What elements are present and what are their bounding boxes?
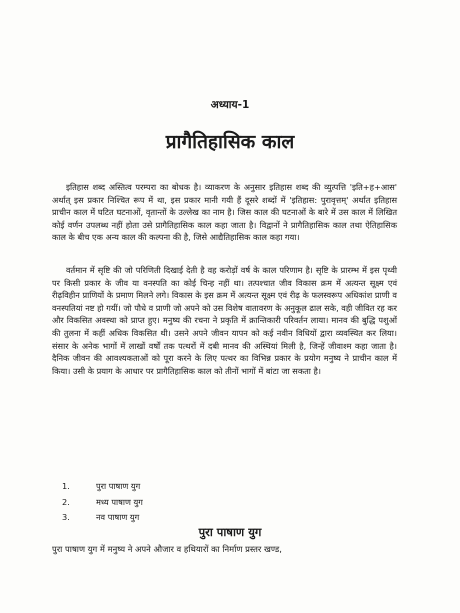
period-item-1	[62, 479, 143, 495]
chapter-label: अध्याय-1	[210, 99, 250, 111]
period-list	[62, 479, 143, 526]
section-paragraph: पुरा पाषाण युग में मनुष्य ने अपने औजार व हथियारों का निर्माण प्रस्तर खण्ड,	[52, 544, 282, 554]
period-number: 2.	[62, 496, 70, 507]
period-item-2	[62, 495, 143, 511]
paragraph-1: इतिहास शब्द अस्तित्व परम्परा का बोधक है। व्याकरण के अनुसार इतिहास शब्द की व्युत्पत्ति 'इति+ह+आस' अर्थात् इस प्रकार निश्चित रूप में था, इस प्रकार मानी गयी हैं दूसरे शब्दों में 'इतिहास: पुरावृत्तम्' अर्थात इतिहास प्राचीन काल में घटित घटनाओं, वृतान्तों के उल्लेख का नाम है। जिस काल की घटनाओं के बारे में उस काल में लिखित कोई वर्णन उपलब्ध नहीं होता उसे प्रागैतिहासिक काल कहा जाता है। विद्वानों ने प्रागैतिहासिक काल तथा ऐतिहासिक काल के बीच एक अन्य काल की कल्पना की है, जिसे आद्यैतिहासिक काल कहा गया।	[52, 182, 397, 243]
period-label: मध्य पाषाण युग	[96, 496, 143, 507]
paragraph-2: वर्तमान में सृष्टि की जो परिणिती दिखाई देती है वह करोड़ों वर्ष के काल परिणाम है। सृष्टि के प्रारम्भ में इस पृथ्वी पर किसी प्रकार के जीव या वनस्पति का कोई चिन्ह नहीं था। तत्पश्चात जीव विकास क्रम में अत्यन्त सूक्ष्म एवं रीढ़विहीन प्राणियों के प्रमाण मिलने लगे। विकास के इस क्रम में अत्यन्त सूक्ष्म एवं रीढ़ के फलस्वरूप अधिकांश प्राणी व वनस्पतियां नष्ट हो गयीं। जो पौधे व प्राणी जो अपने को उस विशेष वातावरण के अनुकूल ढाल सके, वही जीवित रह कर और विकसित अवस्था को प्राप्त हुए। मनुष्य की रचना ने प्रकृति में क्रान्तिकारी परिवर्तन लाया। मानव की बुद्धि पशुओं की तुलना में कहीं अधिक विकसित थी। उसने अपने जीवन यापन को कई नवीन विधियों द्वारा व्यवस्थित कर लिया। संसार के अनेक भागों में लाखों वर्षों तक पत्थरों में दबी मानव की अस्थियां मिली है, जिन्हें जीवाश्म कहा जाता है। दैनिक जीवन की आवश्यकताओं को पूरा करने के लिए पत्थर का विभिन्न प्रकार के प्रयोग मनुष्य ने प्राचीन काल में किया। उसी के प्रयाग के आधार पर प्रागैतिहासिक काल को तीनों भागों में बांटा जा सकता है।	[52, 265, 397, 376]
period-item-3	[62, 510, 143, 526]
period-number: 1.	[62, 481, 70, 491]
period-label: नव पाषाण युग	[96, 512, 140, 522]
period-label: पुरा पाषाण युग	[96, 481, 141, 491]
section-heading: पुरा पाषाण युग	[198, 525, 262, 539]
chapter-title: प्रागैतिहासिक काल	[165, 131, 295, 153]
period-number: 3.	[62, 512, 70, 522]
